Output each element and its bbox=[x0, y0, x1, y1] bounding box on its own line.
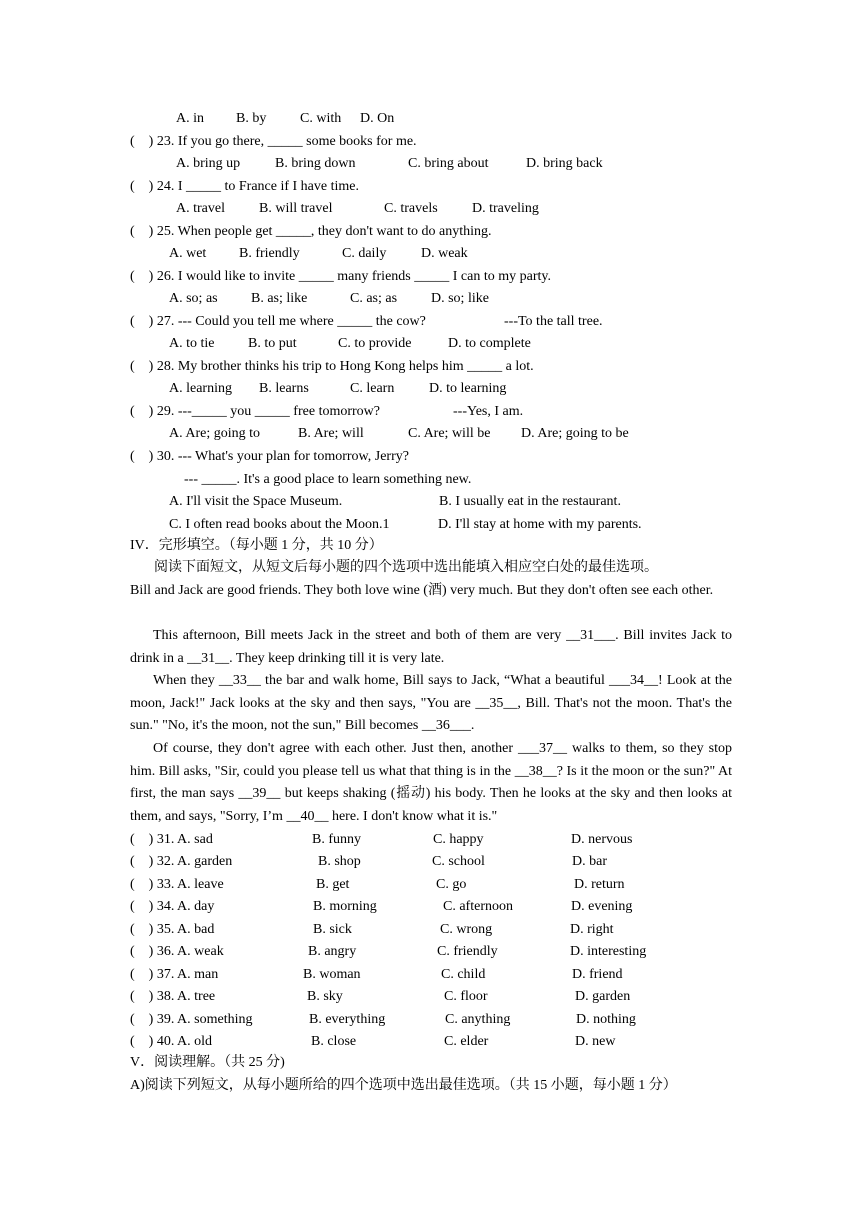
q24-option-b: B. will travel bbox=[259, 201, 333, 216]
q30-option-c: C. I often read books about the Moon.1 bbox=[169, 517, 390, 532]
cloze-31-c: C. happy bbox=[433, 832, 484, 847]
q26-option-b: B. as; like bbox=[251, 291, 308, 306]
cloze-32-c: C. school bbox=[432, 854, 485, 869]
q28-option-d: D. to learning bbox=[429, 381, 507, 396]
section-5-heading: V．阅读理解。（共 25 分) bbox=[130, 1055, 285, 1070]
cloze-33-d: D. return bbox=[574, 877, 625, 892]
cloze-37-a: ( ) 37. A. man bbox=[130, 967, 219, 982]
cloze-38-d: D. garden bbox=[575, 989, 631, 1004]
cloze-31-d: D. nervous bbox=[571, 832, 633, 847]
cloze-32-a: ( ) 32. A. garden bbox=[130, 854, 233, 869]
q25-option-b: B. friendly bbox=[239, 246, 300, 261]
q23-option-d: D. bring back bbox=[526, 156, 603, 171]
cloze-33-c: C. go bbox=[436, 877, 467, 892]
cloze-34-d: D. evening bbox=[571, 899, 633, 914]
cloze-36-d: D. interesting bbox=[570, 944, 647, 959]
cloze-39-d: D. nothing bbox=[576, 1012, 636, 1027]
cloze-32-b: B. shop bbox=[318, 854, 361, 869]
question-25-stem: ( ) 25. When people get _____, they don't want to do anything. bbox=[130, 224, 492, 239]
q24-option-d: D. traveling bbox=[472, 201, 539, 216]
cloze-38-a: ( ) 38. A. tree bbox=[130, 989, 216, 1004]
cloze-40-b: B. close bbox=[311, 1034, 357, 1049]
question-27-stem: ( ) 27. --- Could you tell me where _____ the cow? bbox=[130, 314, 426, 329]
question-26-stem: ( ) 26. I would like to invite _____ many friends _____ I can to my party. bbox=[130, 269, 551, 284]
cloze-40-d: D. new bbox=[575, 1034, 616, 1049]
cloze-36-a: ( ) 36. A. weak bbox=[130, 944, 224, 959]
cloze-33-a: ( ) 33. A. leave bbox=[130, 877, 224, 892]
question-23-stem: ( ) 23. If you go there, _____ some books for me. bbox=[130, 134, 417, 149]
cloze-39-a: ( ) 39. A. something bbox=[130, 1012, 253, 1027]
q23-option-a: A. bring up bbox=[176, 156, 241, 171]
section-5-part-a-instruction: A)阅读下列短文，从每小题所给的四个选项中选出最佳选项。（共 15 小题，每小题 1 分） bbox=[130, 1078, 677, 1093]
cloze-34-a: ( ) 34. A. day bbox=[130, 899, 215, 914]
cloze-34-b: B. morning bbox=[313, 899, 377, 914]
q27-option-c: C. to provide bbox=[338, 336, 412, 351]
q25-option-a: A. wet bbox=[169, 246, 207, 261]
q26-option-c: C. as; as bbox=[350, 291, 398, 306]
cloze-paragraph-4: Of course, they don't agree with each other. Just then, another ___37__ walks to them, so they stop him. Bill asks, "Sir, could you please tell us what that thing is in the __38__? Is it the moon or the sun?" At first, the man says __39__ but keeps shaking (摇动) his body. Then he looks at the sky and then looks at them, and says, "Sorry, I’m __40__ here. I don't know what it is." bbox=[130, 741, 732, 824]
q27-option-a: A. to tie bbox=[169, 336, 215, 351]
q27-option-d: D. to complete bbox=[448, 336, 531, 351]
q23-option-b: B. bring down bbox=[275, 156, 356, 171]
question-30-dialogue: --- _____. It's a good place to learn something new. bbox=[184, 472, 472, 487]
q24-option-a: A. travel bbox=[176, 201, 225, 216]
q30-option-b: B. I usually eat in the restaurant. bbox=[439, 494, 621, 509]
q27-option-b: B. to put bbox=[248, 336, 297, 351]
cloze-34-c: C. afternoon bbox=[443, 899, 513, 914]
cloze-33-b: B. get bbox=[316, 877, 350, 892]
q28-option-b: B. learns bbox=[259, 381, 309, 396]
cloze-31-a: ( ) 31. A. sad bbox=[130, 832, 213, 847]
cloze-37-b: B. woman bbox=[303, 967, 361, 982]
cloze-39-b: B. everything bbox=[309, 1012, 386, 1027]
cloze-paragraph-2: This afternoon, Bill meets Jack in the street and both of them are very __31___. Bill invites Jack to drink in a __31__. They keep drinking till it is very late. bbox=[130, 628, 732, 666]
cloze-38-b: B. sky bbox=[307, 989, 343, 1004]
q26-option-d: D. so; like bbox=[431, 291, 489, 306]
question-24-stem: ( ) 24. I _____ to France if I have time. bbox=[130, 179, 359, 194]
cloze-35-b: B. sick bbox=[313, 922, 352, 937]
cloze-37-c: C. child bbox=[441, 967, 486, 982]
q22-option-a: A. in bbox=[176, 111, 204, 126]
question-29-answer-line: ---Yes, I am. bbox=[453, 404, 524, 419]
cloze-39-c: C. anything bbox=[445, 1012, 511, 1027]
cloze-31-b: B. funny bbox=[312, 832, 361, 847]
q29-option-c: C. Are; will be bbox=[408, 426, 491, 441]
q28-option-a: A. learning bbox=[169, 381, 232, 396]
q29-option-a: A. Are; going to bbox=[169, 426, 260, 441]
q22-option-b: B. by bbox=[236, 111, 267, 126]
section-4-instruction: 阅读下面短文，从短文后每小题的四个选项中选出能填入相应空白处的最佳选项。 bbox=[154, 560, 658, 575]
cloze-35-a: ( ) 35. A. bad bbox=[130, 922, 215, 937]
q24-option-c: C. travels bbox=[384, 201, 438, 216]
cloze-35-d: D. right bbox=[570, 922, 614, 937]
question-29-stem: ( ) 29. ---_____ you _____ free tomorrow? bbox=[130, 404, 380, 419]
question-27-answer-line: ---To the tall tree. bbox=[504, 314, 603, 329]
question-30-stem: ( ) 30. --- What's your plan for tomorrow, Jerry? bbox=[130, 449, 409, 464]
cloze-38-c: C. floor bbox=[444, 989, 488, 1004]
q30-option-d: D. I'll stay at home with my parents. bbox=[438, 517, 642, 532]
cloze-40-a: ( ) 40. A. old bbox=[130, 1034, 213, 1049]
cloze-40-c: C. elder bbox=[444, 1034, 489, 1049]
cloze-36-c: C. friendly bbox=[437, 944, 498, 959]
cloze-36-b: B. angry bbox=[308, 944, 357, 959]
cloze-32-d: D. bar bbox=[572, 854, 607, 869]
q25-option-d: D. weak bbox=[421, 246, 468, 261]
q29-option-b: B. Are; will bbox=[298, 426, 364, 441]
cloze-paragraph-1: Bill and Jack are good friends. They both love wine (酒) very much. But they don't often see each other. bbox=[130, 583, 714, 598]
q23-option-c: C. bring about bbox=[408, 156, 489, 171]
q22-option-d: D. On bbox=[360, 111, 395, 126]
cloze-paragraph-3: When they __33__ the bar and walk home, Bill says to Jack, “What a beautiful ___34__! Look at the moon, Jack!" Jack looks at the sky and then says, "You are __35__, Bill. That's not the moon. That's the sun." "No, it's the moon, not the sun," Bill becomes __36___. bbox=[130, 673, 732, 733]
q29-option-d: D. Are; going to be bbox=[521, 426, 629, 441]
q26-option-a: A. so; as bbox=[169, 291, 218, 306]
q30-option-a: A. I'll visit the Space Museum. bbox=[169, 494, 343, 509]
q25-option-c: C. daily bbox=[342, 246, 387, 261]
cloze-35-c: C. wrong bbox=[440, 922, 493, 937]
q28-option-c: C. learn bbox=[350, 381, 395, 396]
section-4-heading: IV．完形填空。（每小题 1 分，共 10 分） bbox=[130, 538, 383, 553]
question-28-stem: ( ) 28. My brother thinks his trip to Hong Kong helps him _____ a lot. bbox=[130, 359, 534, 374]
q22-option-c: C. with bbox=[300, 111, 342, 126]
cloze-37-d: D. friend bbox=[572, 967, 623, 982]
